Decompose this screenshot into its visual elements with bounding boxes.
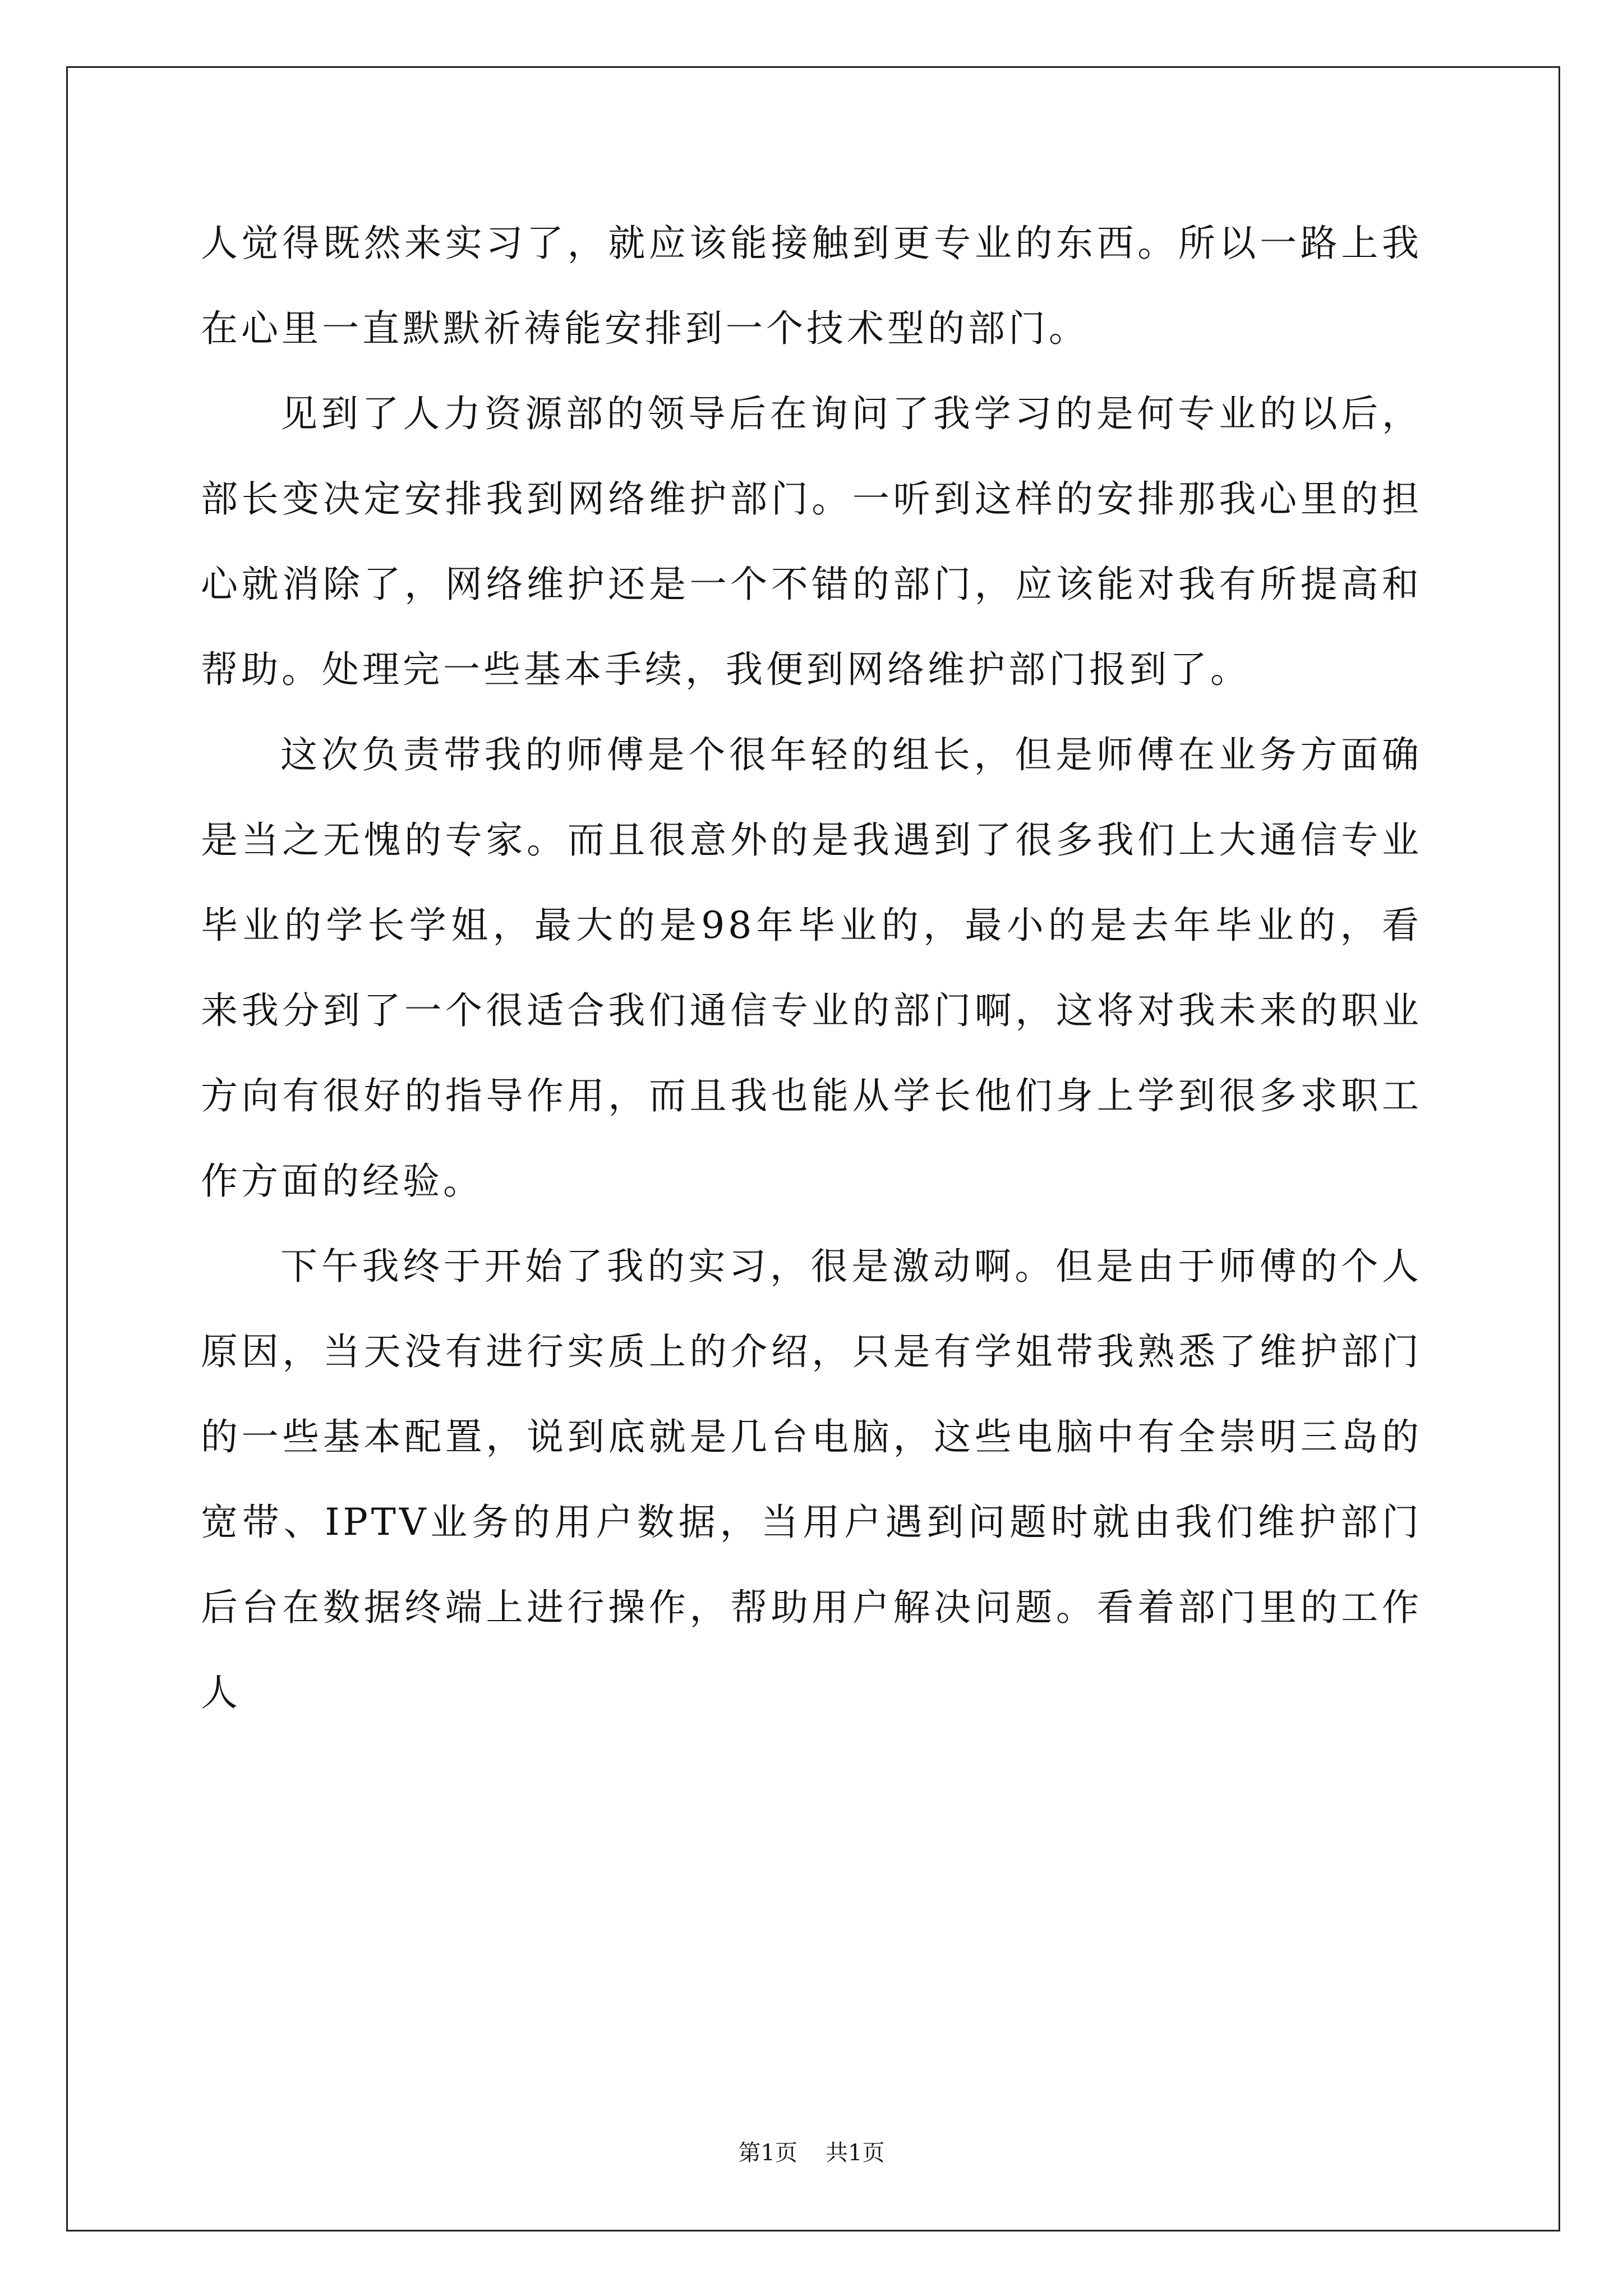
paragraph-1: 人觉得既然来实习了，就应该能接触到更专业的东西。所以一路上我在心里一直默默祈祷能安排到一个技术型的部门。 [201,222,1422,350]
paragraph-2: 见到了人力资源部的领导后在询问了我学习的是何专业的以后，部长变决定安排我到网络维护部门。一听到这样的安排那我心里的担心就消除了，网络维护还是一个不错的部门，应该能对我有所提高和帮助。处理完一些基本手续，我便到网络维护部门报到了。 [201,392,1422,691]
page-number: 第1页 [738,2140,797,2166]
page-footer [0,2138,1623,2168]
page-total: 共1页 [826,2140,885,2166]
paragraph-3: 这次负责带我的师傅是个很年轻的组长，但是师傅在业务方面确是当之无愧的专家。而且很意外的是我遇到了很多我们上大通信专业毕业的学长学姐，最大的是98年毕业的，最小的是去年毕业的，看来我分到了一个很适合我们通信专业的部门啊，这将对我未来的职业方向有很好的指导作用，而且我也能从学长他们身上学到很多求职工作方面的经验。 [201,733,1422,1203]
paragraph-4: 下午我终于开始了我的实习，很是激动啊。但是由于师傅的个人原因，当天没有进行实质上的介绍，只是有学姐带我熟悉了维护部门的一些基本配置，说到底就是几台电脑，这些电脑中有全崇明三岛的宽带、IPTV业务的用户数据，当用户遇到问题时就由我们维护部门后台在数据终端上进行操作，帮助用户解决问题。看着部门里的工作人 [201,1245,1422,1714]
document-body [201,201,1422,1736]
